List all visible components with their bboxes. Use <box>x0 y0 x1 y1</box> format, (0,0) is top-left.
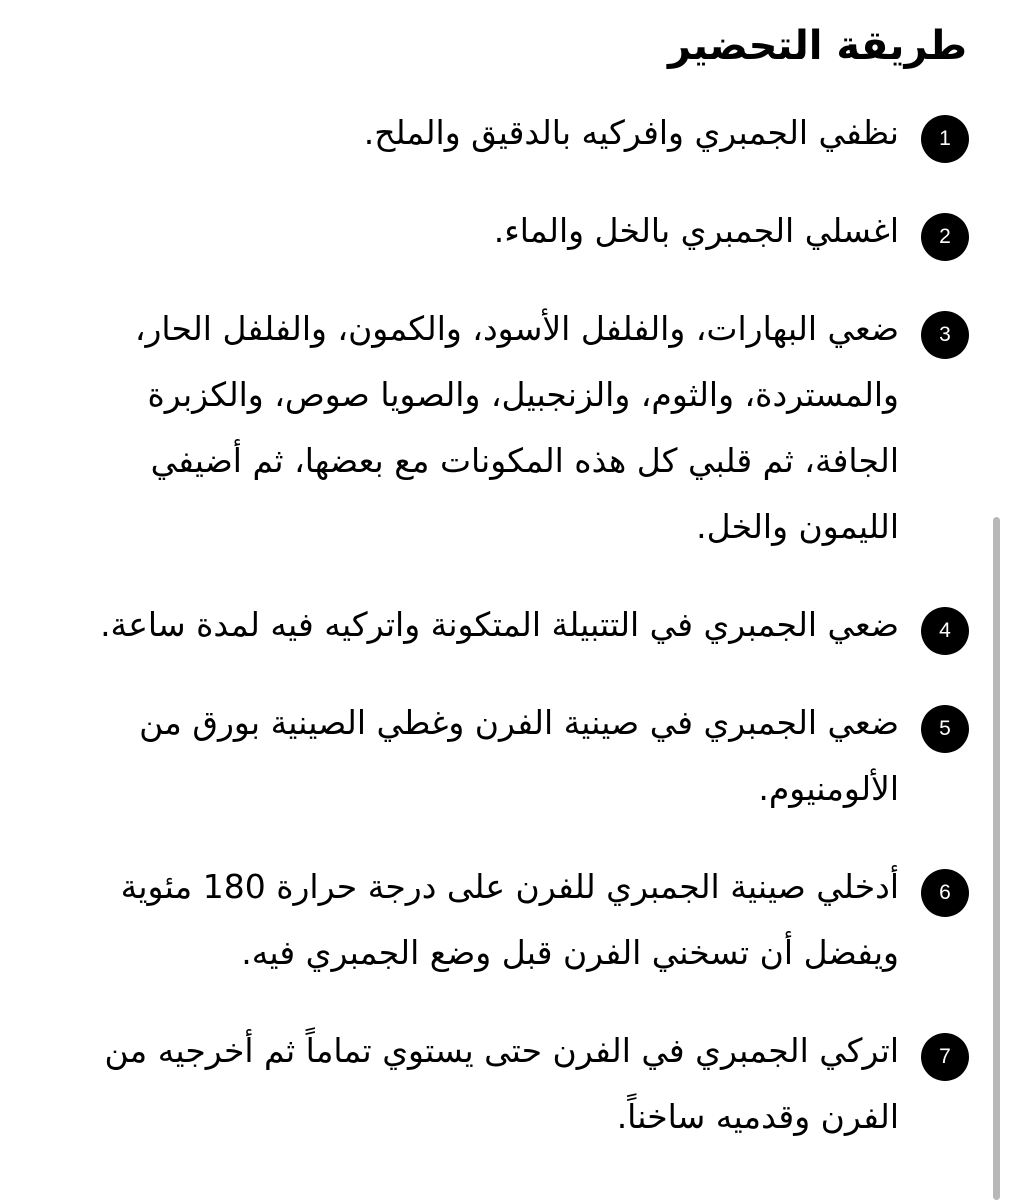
step-item <box>60 854 969 986</box>
step-text: ضعي الجمبري في صينية الفرن وغطي الصينية بورق من الألومنيوم. <box>139 703 899 808</box>
step-text: نظفي الجمبري وافركيه بالدقيق والملح. <box>363 113 899 152</box>
step-text: اغسلي الجمبري بالخل والماء. <box>493 211 899 250</box>
step-text: أدخلي صينية الجمبري للفرن على درجة حرارة 180 مئوية ويفضل أن تسخني الفرن قبل وضع الجمبري فيه. <box>120 867 899 972</box>
step-item <box>60 198 969 264</box>
step-text: ضعي الجمبري في التتبيلة المتكونة واتركيه فيه لمدة ساعة. <box>100 605 899 644</box>
step-item <box>60 296 969 560</box>
step-text: اتركي الجمبري في الفرن حتى يستوي تماماً ثم أخرجيه من الفرن وقدميه ساخناً. <box>104 1031 899 1136</box>
section-title: طريقة التحضير <box>667 23 967 69</box>
scrollbar-thumb[interactable] <box>993 517 1000 1200</box>
step-item <box>60 592 969 658</box>
step-number-badge: 5 <box>921 705 969 753</box>
step-number-badge: 2 <box>921 213 969 261</box>
step-number-badge: 4 <box>921 607 969 655</box>
steps-list <box>60 100 969 1150</box>
step-number-badge: 7 <box>921 1033 969 1081</box>
step-number-badge: 1 <box>921 115 969 163</box>
step-item <box>60 1018 969 1150</box>
step-item <box>60 690 969 822</box>
step-text: ضعي البهارات، والفلفل الأسود، والكمون، والفلفل الحار، والمستردة، والثوم، والزنجبيل، والصويا صوص، والكزبرة الجافة، ثم قلبي كل هذه المكونات مع بعضها، ثم أضيفي الليمون والخل. <box>134 309 899 546</box>
step-number-badge: 3 <box>921 311 969 359</box>
step-item <box>60 100 969 166</box>
step-number-badge: 6 <box>921 869 969 917</box>
